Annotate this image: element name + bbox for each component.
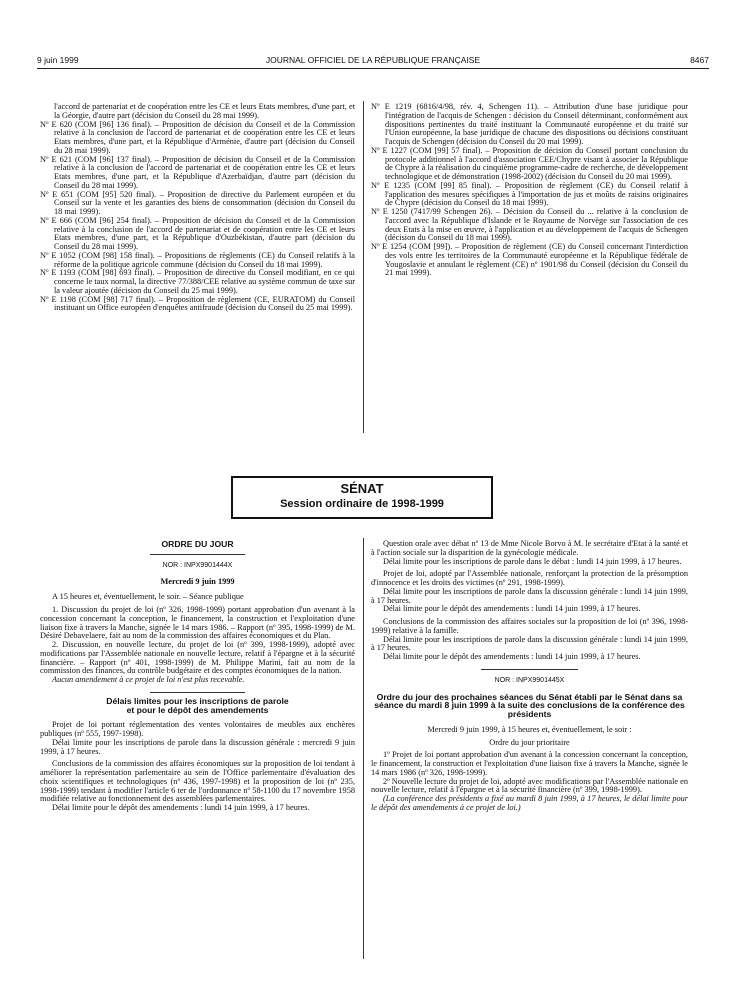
- decision-entry: l'accord de partenariat et de coopération entre les CE et leurs Etats membres, d'une part, et la Géorgie, d'autre part (décision du Conseil du 28 mai 1999).: [54, 102, 355, 120]
- delais-para-4: Délai limite pour le dépôt des amendements : lundi 14 juin 1999, à 17 heures.: [52, 803, 310, 812]
- right-para-2: Délai limite pour les inscriptions de parole dans le débat : lundi 14 juin 1999, à 17 heures.: [383, 556, 682, 566]
- decision-entry: Nº E 1219 (6816/4/98, rév. 4, Schengen 11). – Attribution d'une base juridique pour l'intégration de l'acquis de Schengen : décision du Conseil déterminant, conformément aux dispositions pertinentes du traité instituant la Communauté européenne et du traité sur l'Union européenne, la base juridique de chacune des dispositions ou décisions constituant l'acquis de Schengen (décision du Conseil du 20 mai 1999).: [371, 102, 688, 146]
- right-para-7: Délai limite pour les inscriptions de parole dans la discussion générale : lundi 14 juin 1999, à 17 heures.: [371, 634, 688, 653]
- decision-entry: Nº E 651 (COM [95] 520 final). – Proposition de directive du Parlement européen et du Conseil sur la vente et les garanties des biens de consommation (décision du Conseil du 18 mai 1999).: [40, 189, 355, 216]
- top-right-column: [371, 103, 688, 278]
- decision-entry: Nº E 1052 (COM [98] 158 final). – Propositions de règlements (CE) du Conseil relatifs à la réforme de la politique agricole commune (décision du Conseil du 18 mai 1999).: [40, 250, 355, 269]
- decision-entry: Nº E 1227 (COM [99] 57 final). – Proposition de décision du Conseil portant conclusion du protocole additionnel à l'accord d'association CEE/Chypre visant à associer la République de Chypre à la réalisation du cinquième programme-cadre de recherche, de développement technologique et de démonstration (1998-2002) (décision du Conseil du 20 mai 1999).: [371, 145, 688, 181]
- decision-entry: Nº E 1235 (COM [99] 85 final). – Proposition de règlement (CE) du Conseil relatif à l'application des mesures spécifiques à l'importation de jus et moûts de raisins originaires de Chypre (décision du Conseil du 18 mai 1999).: [371, 180, 688, 208]
- column-divider-bottom: [363, 538, 364, 959]
- decision-entry: Nº E 1193 (COM [98] 693 final). – Proposition de directive du Conseil modifiant, en ce qui concerne le taux normal, la directive 77/388/CEE relative au système commun de taxe sur la valeur ajoutée (décision du Conseil du 25 mai 1999).: [40, 268, 355, 295]
- bottom-left-column: [40, 540, 355, 813]
- agenda-point-1: 1. Discussion du projet de loi (nº 326, 1998-1999) portant approbation d'un avenant à la concession concernant la conception, le financement, la construction et l'exploitation d'une liaison fixe à travers la Manche, signée le 14 mars 1986. – Rapport (nº 395, 1998-1999) de M. Désiré Debavelaere, fait au nom de la commission des affaires économiques et du Plan.: [40, 605, 355, 641]
- decision-entry: Nº E 666 (COM [96] 254 final). – Proposition de décision du Conseil et de la Commission relative à la conclusion de l'accord de partenariat et de coopération entre les CE et leurs Etats membres, d'une part, et la République d'Ouzbékistan, d'autre part (décision du Conseil du 28 mai 1999).: [40, 215, 355, 251]
- ordre-du-jour-heading: ORDRE DU JOUR: [161, 539, 234, 549]
- right-para-11: (La conférence des présidents a fixé au mardi 8 juin 1999, à 17 heures, le délai limite pour le dépôt des amendements à ce projet de loi.): [371, 794, 688, 812]
- top-left-column: [40, 103, 355, 313]
- decision-entry: Nº E 1198 (COM [98] 717 final). – Proposition de règlement (CE, EURATOM) du Conseil instituant un Office européen d'enquêtes antifraude (décision du Conseil du 25 mai 1999).: [40, 294, 355, 313]
- delais-para-2: Délai limite pour les inscriptions de parole dans la discussion générale : mercredi 9 juin 1999, à 17 heures.: [40, 737, 355, 756]
- right-para-5: Délai limite pour le dépôt des amendements : lundi 14 juin 1999, à 17 heures.: [383, 604, 641, 614]
- right-para-1: Question orale avec débat nº 13 de Mme Nicole Borvo à M. le secrétaire d'Etat à la santé et à l'action sociale sur la disparition de la gynécologie médicale.: [371, 539, 688, 557]
- header-date: 9 juin 1999: [37, 55, 79, 65]
- delais-para-1: Projet de loi portant réglementation des ventes volontaires de meubles aux enchères publiques (nº 555, 1997-1998).: [40, 720, 355, 738]
- delais-heading-line1: Délais limites pour les inscriptions de parole: [106, 695, 289, 706]
- header-rule: [37, 68, 709, 69]
- senat-title: SÉNAT: [340, 481, 384, 496]
- decision-entry: Nº E 1250 (7417/99 Schengen 26). – Décision du Conseil du ... relative à la conclusion de l'accord avec la République d'Islande et le Royaume de Norvège sur l'association de ces deux Etats à la mise en œuvre, à l'application et au développement de l'acquis de Schengen (décision du Conseil du 18 mai 1999).: [371, 207, 688, 243]
- right-para-4: Délai limite pour les inscriptions de parole dans la discussion générale : lundi 14 juin 1999, à 17 heures.: [371, 586, 688, 605]
- agenda-note: Aucun amendement à ce projet de loi n'est plus recevable.: [52, 675, 245, 684]
- delais-para-3: Conclusions de la commission des affaires économiques sur la proposition de loi tendant à améliorer la représentation parlementaire au sein de l'Office parlementaire d'évaluation des choix scientifiques et technologiques (nº 436, 1997-1998) et la proposition de loi (nº 235, 1998-1999) tendant à modifier l'article 6 ter de l'ordonnance nº 58-1100 du 17 novembre 1958 modifiée relative au fonctionnement des assemblées parlementaires.: [40, 759, 355, 804]
- header-page-number: 8467: [690, 55, 709, 65]
- header-journal-title: JOURNAL OFFICIEL DE LA RÉPUBLIQUE FRANÇAISE: [265, 55, 481, 65]
- prochaines-seances-date: Mercredi 9 juin 1999, à 15 heures et, éventuellement, le soir :: [427, 724, 632, 734]
- column-divider-top: [363, 101, 364, 433]
- right-para-6: Conclusions de la commission des affaires sociales sur la proposition de loi (nº 396, 1998-1999) relative à la famille.: [371, 617, 688, 635]
- decision-entry: Nº E 621 (COM [96] 137 final). – Proposition de décision du Conseil et de la Commission relative à la conclusion de l'accord de partenariat et de coopération entre les CE et leurs Etats membres, d'une part, et la République d'Azerbaïdjan, d'autre part (décision du Conseil du 28 mai 1999).: [40, 154, 355, 190]
- session-date: Mercredi 9 juin 1999: [160, 576, 235, 586]
- right-para-3: Projet de loi, adopté par l'Assemblée nationale, renforçant la protection de la présomption d'innocence et les droits des victimes (nº 291, 1998-1999).: [371, 569, 688, 587]
- senat-session: Session ordinaire de 1998-1999: [280, 498, 444, 510]
- right-para-9: 1º Projet de loi portant approbation d'un avenant à la concession concernant la conception, le financement, la construction et l'exploitation d'une liaison fixe à travers la Manche, signée le 14 mars 1986 (nº 326, 1998-1999).: [371, 750, 688, 777]
- agenda-point-2: 2. Discussion, en nouvelle lecture, du projet de loi (nº 399, 1998-1999), adopté avec modifications par l'Assemblée nationale en nouvelle lecture, relatif à l'épargne et à la sécurité financière. – Rapport (nº 401, 1998-1999) de M. Philippe Marini, fait au nom de la commission des finances, du contrôle budgétaire et des comptes économiques de la nation.: [40, 640, 355, 676]
- right-para-10: 2º Nouvelle lecture du projet de loi, adopté avec modifications par l'Assemblée nationale en nouvelle lecture, relatif à l'épargne et à la sécurité financière (nº 399, 1998-1999).: [371, 776, 688, 795]
- senat-banner: [231, 476, 493, 519]
- session-intro: A 15 heures et, éventuellement, le soir. – Séance publique: [52, 592, 244, 602]
- page-header: [37, 55, 709, 69]
- ordre-prioritaire-subheading: Ordre du jour prioritaire: [489, 737, 570, 747]
- delais-heading-line2: et pour le dépôt des amendements: [126, 704, 269, 715]
- bottom-right-column: [371, 540, 688, 813]
- decision-entry: Nº E 1254 (COM [99]). – Proposition de règlement (CE) du Conseil concernant l'interdiction des vols entre les territoires de la Communauté européenne et la République fédérale de Yougoslavie et annulant le règlement (CE) nº 1901/98 du Conseil (décision du Conseil du 21 mai 1999).: [371, 242, 688, 278]
- decision-entry: Nº E 620 (COM [96] 136 final). – Proposition de décision du Conseil et de la Commission relative à la conclusion de l'accord de partenariat et de coopération entre les CE et leurs Etats membres, d'une part, et la République d'Arménie, d'autre part (décision du Conseil du 28 mai 1999).: [40, 119, 355, 155]
- right-para-8: Délai limite pour le dépôt des amendements : lundi 14 juin 1999, à 17 heures.: [383, 652, 641, 661]
- nor-reference-right: NOR : INPX9901445X: [494, 676, 565, 684]
- prochaines-seances-heading: Ordre du jour des prochaines séances du Sénat établi par le Sénat dans sa séance du mardi 8 juin 1999 à la suite des conclusions de la conférence des présidents: [374, 691, 685, 719]
- nor-reference: NOR : INPX9901444X: [162, 561, 233, 569]
